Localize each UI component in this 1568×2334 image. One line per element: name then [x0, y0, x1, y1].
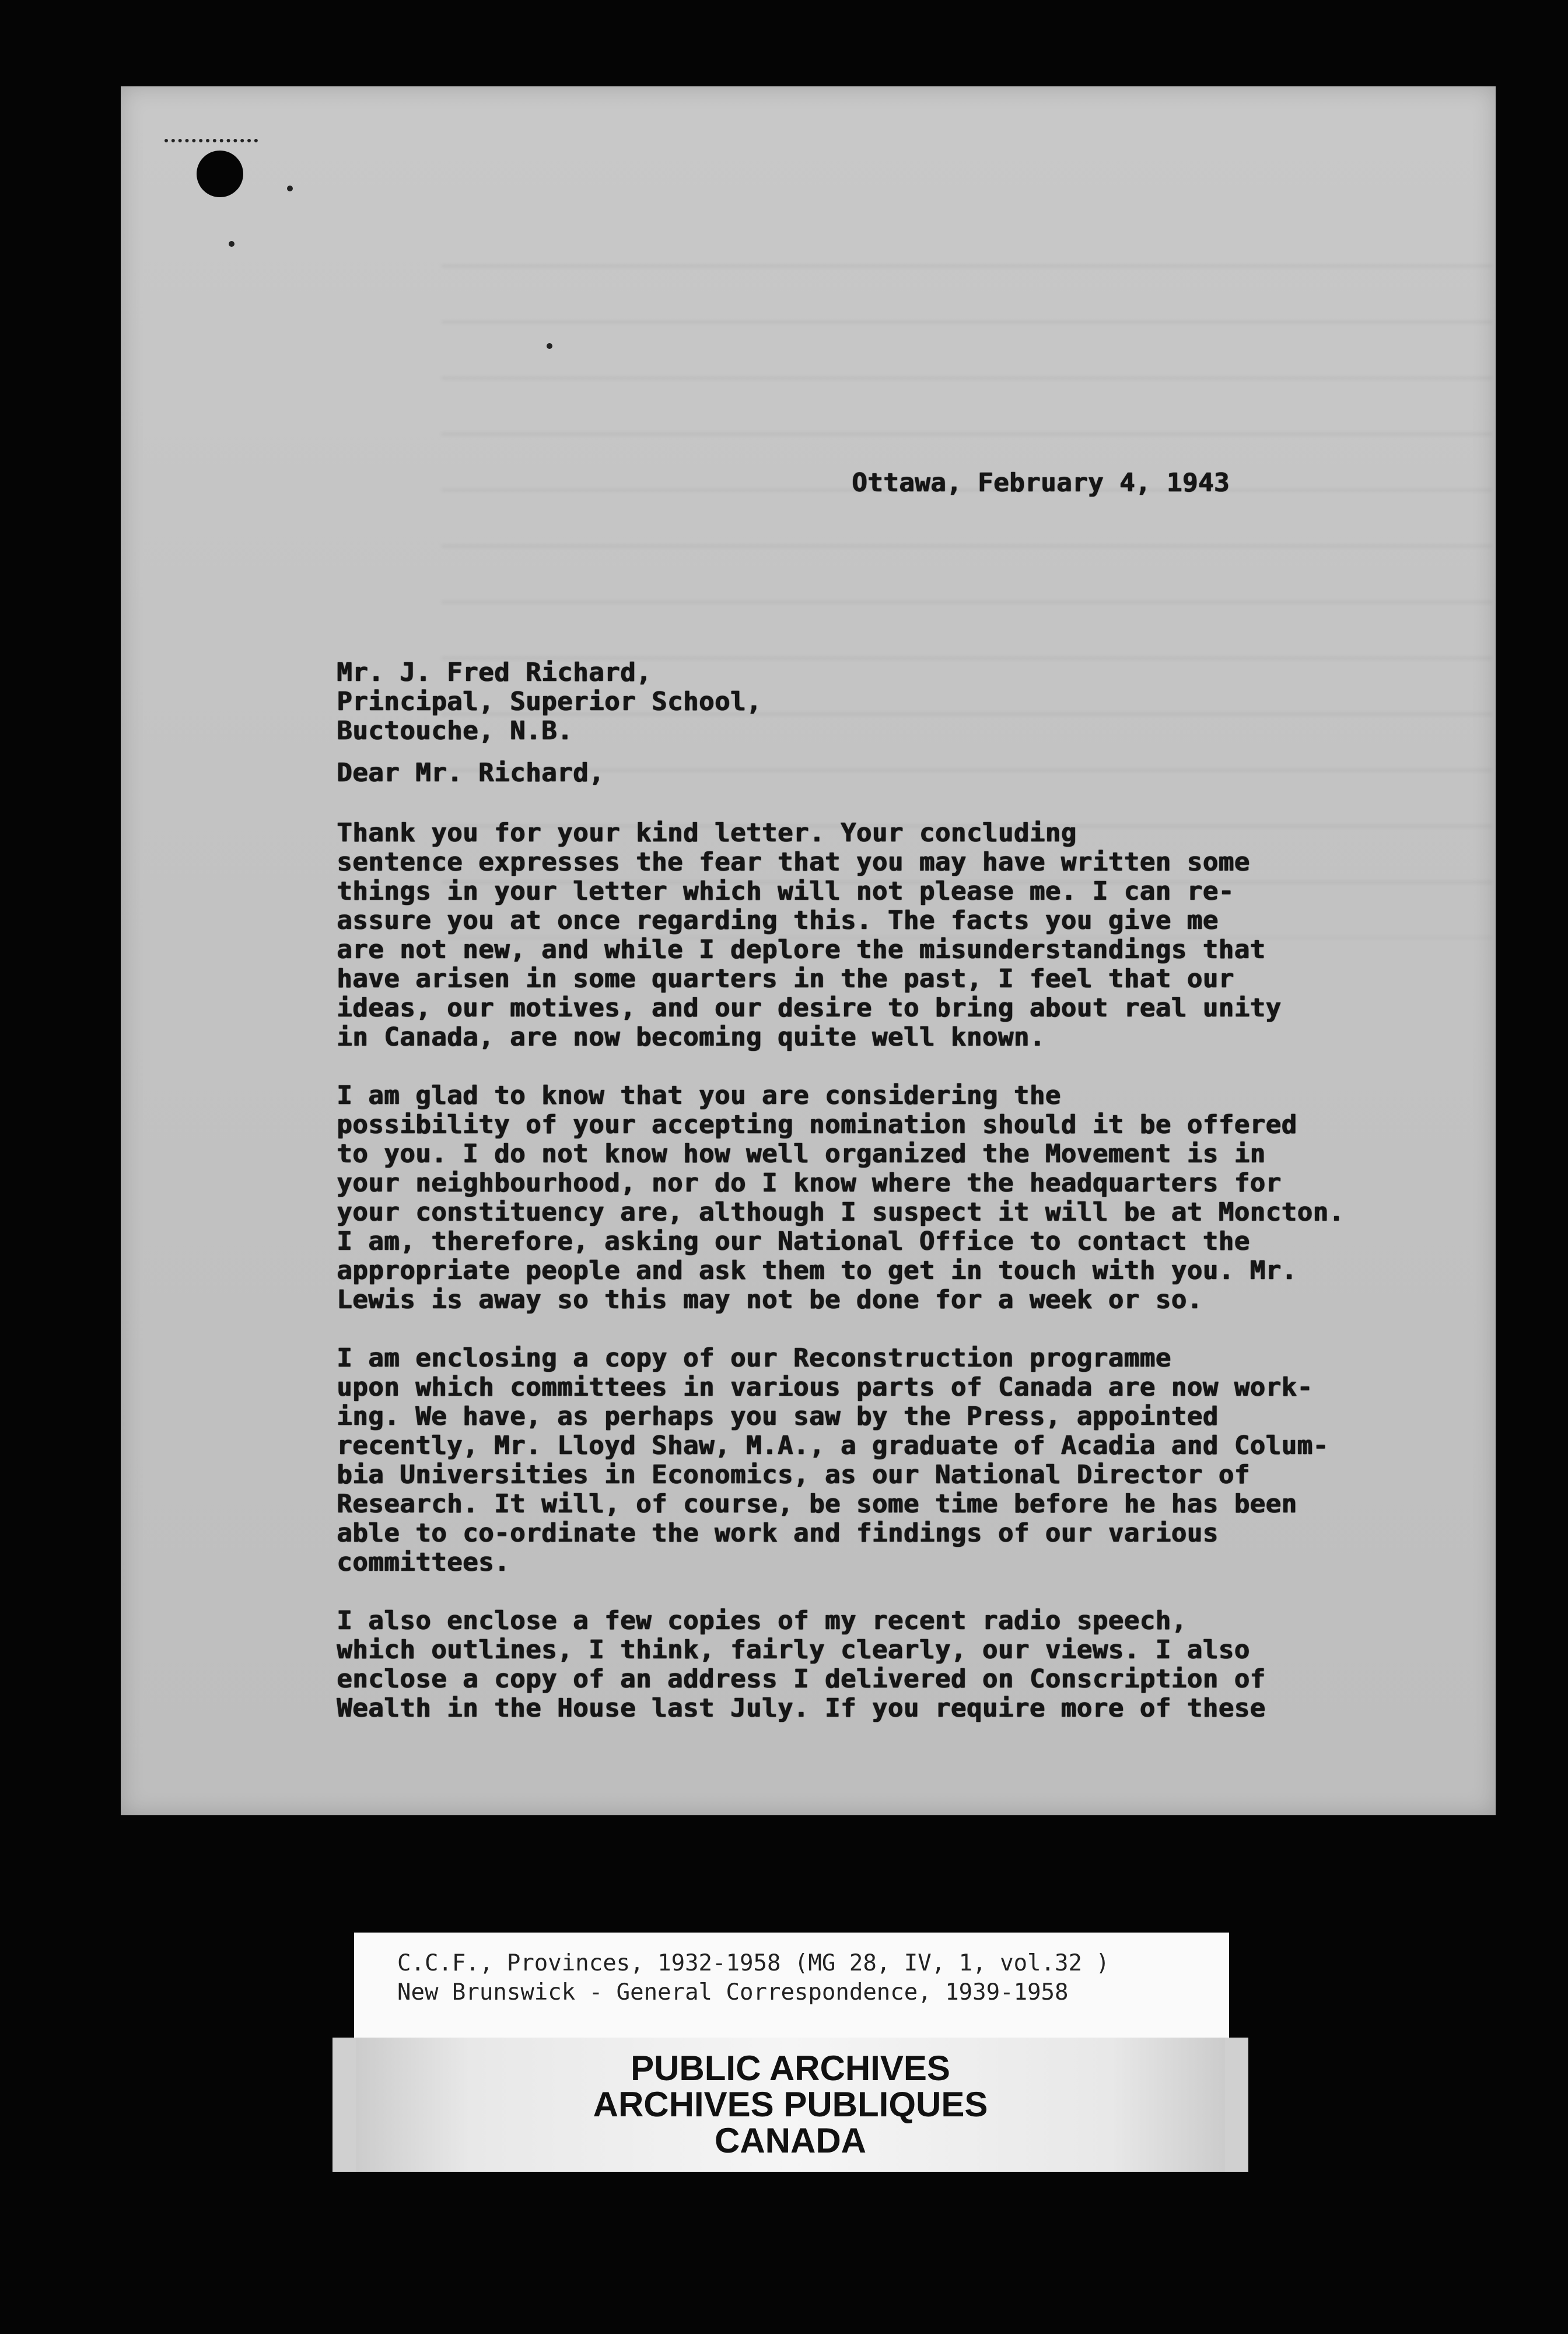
body-paragraph: I am enclosing a copy of our Reconstruction programme upon which committees in various parts of Canada are now work- ing. We have, as perhaps you saw by the Press, appointed recently, Mr. Lloyd Shaw, M.A., a graduate of Acadia and Colum- bia Universities in Economics, as our National Director of Research. It will, of course, be some time before he has been able to co-ordinate the work and findings of our various committees. [337, 1343, 1329, 1577]
stamp-line-country: CANADA [715, 2121, 866, 2160]
letter-date: Ottawa, February 4, 1943 [852, 468, 1230, 498]
archive-series-line: New Brunswick - General Correspondence, 1939-1958 [397, 1979, 1069, 2005]
address-line: Principal, Superior School, [337, 687, 762, 717]
stamp-line-english: PUBLIC ARCHIVES [631, 2049, 950, 2088]
archive-reference-label [354, 1933, 1229, 2038]
archive-fonds-line: C.C.F., Provinces, 1932-1958 (MG 28, IV, 1, vol.32 ) [397, 1950, 1110, 1976]
public-archives-stamp [332, 2038, 1248, 2172]
body-paragraph: I am glad to know that you are considering the possibility of your accepting nomination should it be offered to you. I do not know how well organized the Movement is in your neighbourhood, nor do I know where the headquarters for your constituency are, although I suspect it will be at Moncton. I am, therefore, asking our National Office to contact the appropriate people and ask them to get in touch with you. Mr. Lewis is away so this may not be done for a week or so. [337, 1081, 1345, 1315]
typed-letter [121, 86, 1496, 1815]
stamp-line-french: ARCHIVES PUBLIQUES [593, 2085, 988, 2124]
body-paragraph: I also enclose a few copies of my recent radio speech, which outlines, I think, fairly clearly, our views. I also enclose a copy of an address I delivered on Conscription of Wealth in the House last July. If you require more of these [337, 1606, 1266, 1723]
address-line: Buctouche, N.B. [337, 716, 573, 746]
address-line: Mr. J. Fred Richard, [337, 658, 652, 687]
recipient-address [337, 658, 762, 746]
body-paragraph: Thank you for your kind letter. Your concluding sentence expresses the fear that you may have written some things in your letter which will not please me. I can re- assure you at once regarding this. The facts you give me are not new, and while I deplore the misunderstandings that have arisen in some quarters in the past, I feel that our ideas, our motives, and our desire to bring about real unity in Canada, are now becoming quite well known. [337, 818, 1282, 1052]
letter-page [121, 86, 1496, 1815]
letter-body [337, 819, 1492, 1752]
salutation: Dear Mr. Richard, [337, 758, 604, 788]
stamp-text [332, 2050, 1248, 2159]
